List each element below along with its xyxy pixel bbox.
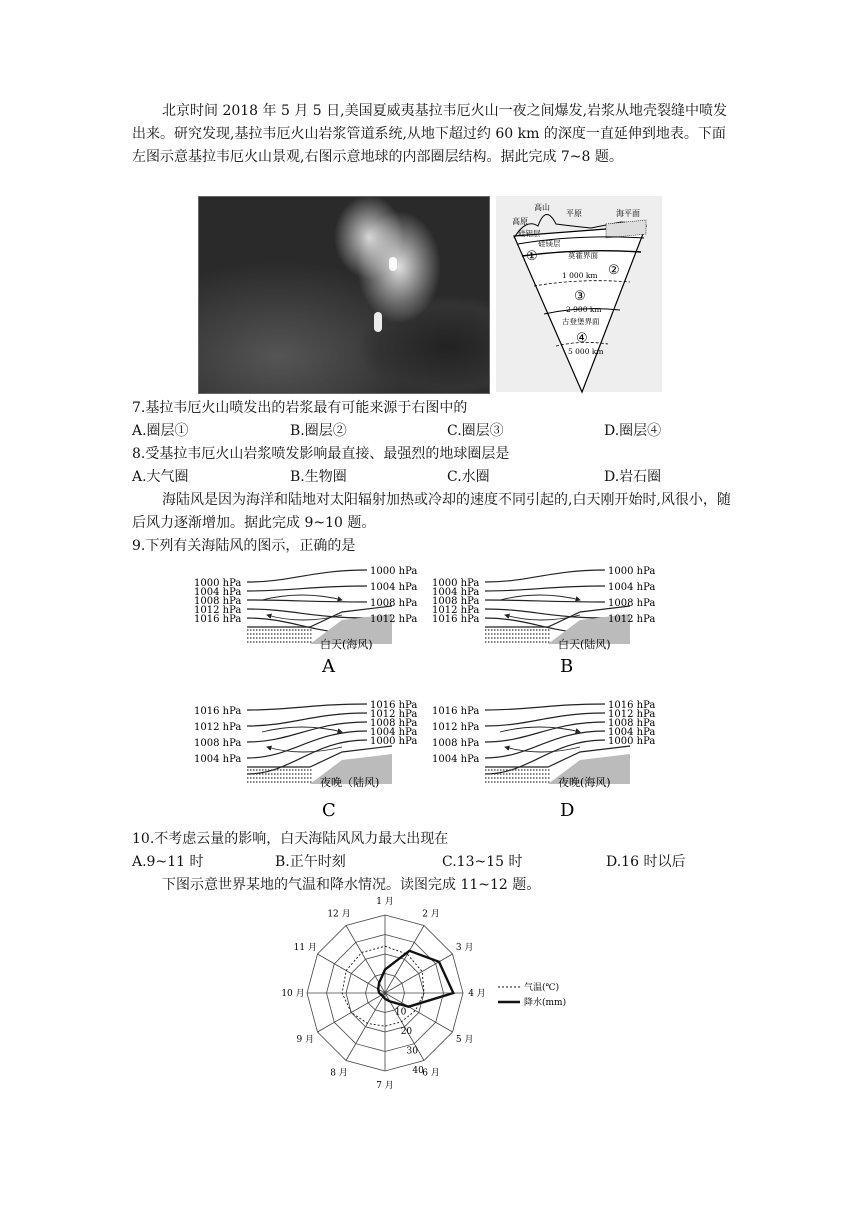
isobar-label-right: 1008 hPa [370,598,418,609]
q7-options [132,420,732,442]
month-label: 9 月 [296,1035,315,1045]
q7-option-b[interactable]: B.圈层② [290,423,347,439]
isobar-label-right: 1008 hPa [608,718,656,729]
temperature-series [342,946,424,1026]
isobar-label-right: 1004 hPa [608,727,656,738]
sea-land-breeze-figure-a [192,560,422,688]
month-label: 7 月 [376,1081,394,1091]
isobar-label-left: 1008 hPa [432,596,480,607]
isobar-label-left: 1012 hPa [432,722,480,733]
isobar-label-right: 1004 hPa [370,582,418,593]
isobar-label-left: 1000 hPa [432,578,480,589]
q7-option-a[interactable]: A.圈层① [132,423,189,439]
isobar-label-left: 1016 hPa [432,706,480,717]
isobar-label-left: 1000 hPa [194,578,242,589]
q8-option-d[interactable]: D.岩石圈 [604,469,662,485]
q8-stem: 8.受基拉韦厄火山岩浆喷发影响最直接、最强烈的地球圈层是 [132,446,510,462]
isobar-label-left: 1004 hPa [432,587,480,598]
legend-precip-label: 降水(mm) [524,998,567,1008]
q10-option-d[interactable]: D.16 时以后 [606,854,686,870]
isobar-label-left: 1004 hPa [194,587,242,598]
isobar-label-left: 1016 hPa [432,614,480,625]
q9-stem: 9.下列有关海陆风的图示，正确的是 [132,538,356,554]
month-label: 12 月 [327,909,351,920]
q10-option-b[interactable]: B.正午时刻 [275,854,346,870]
isobar-label-right: 1004 hPa [608,582,656,593]
isobar-label-left: 1008 hPa [194,596,242,607]
isobar-label-right: 1000 hPa [370,736,418,747]
q8-options [132,466,732,488]
intro-11-12: 下图示意世界某地的气温和降水情况。读图完成 11~12 题。 [162,877,541,893]
isobar-label-left: 1008 hPa [432,738,480,749]
isobar-label-right: 1008 hPa [370,718,418,729]
isobar-label-right: 1012 hPa [370,709,418,720]
label-layer-1: ① [526,249,538,264]
label-plain: 平原 [566,209,582,218]
isobar-label-right: 1012 hPa [608,614,656,625]
month-label: 1 月 [376,897,394,907]
ring-value-label: 20 [400,1027,413,1037]
wind-caption: 白天(陆风) [558,638,611,651]
label-layer-4: ④ [576,331,588,346]
label-plateau: 高原 [512,217,528,226]
radar-spoke [385,926,424,994]
isobar-label-right: 1016 hPa [370,700,418,711]
month-label: 11 月 [293,943,317,953]
month-label: 5 月 [455,1035,474,1045]
isobar-label-left: 1012 hPa [194,605,242,616]
label-1000km: 1 000 km [562,271,598,280]
month-label: 6 月 [422,1068,440,1079]
figure-letter: D [560,800,575,821]
sea-land-breeze-figure-b [430,560,660,688]
month-label: 10 月 [281,989,305,999]
isobar-label-right: 1000 hPa [608,736,656,747]
ring-value-label: 40 [412,1066,424,1076]
isobar-label-left: 1016 hPa [194,614,242,625]
q10-option-c[interactable]: C.13~15 时 [442,854,523,870]
month-label: 3 月 [455,943,474,953]
intro-9-10: 海陆风是因为海洋和陆地对太阳辐射加热或冷却的速度不同引起的,白天刚开始时,风很小，随后风力逐渐增加。据此完成 9~10 题。 [132,492,731,531]
q10-options [132,851,732,873]
month-label: 4 月 [468,989,486,999]
q8-option-c[interactable]: C.水圈 [447,469,490,485]
month-label: 8 月 [330,1068,348,1079]
label-sima: 硅镁层 [538,239,561,248]
figure-letter: B [560,656,574,677]
label-2900km: 2 900 km [566,305,602,314]
climate-radar-chart [270,895,600,1091]
label-5000km: 5 000 km [568,347,604,356]
label-mountain: 高山 [534,203,550,212]
label-sea-level: 海平面 [616,209,640,218]
earth-structure-diagram [496,196,662,392]
isobar-label-left: 1008 hPa [194,738,242,749]
isobar-label-right: 1000 hPa [608,566,656,577]
isobar-label-right: 1008 hPa [608,598,656,609]
ring-value-label: 30 [406,1046,419,1057]
ring-value-label: 10 [394,1007,407,1018]
radar-spoke [346,993,385,1061]
isobar-label-right: 1000 hPa [370,566,418,577]
sea-land-breeze-figure-d [430,692,660,820]
legend-temp-label: 气温(℃) [524,983,560,993]
radar-spoke [318,954,386,993]
q7-option-c[interactable]: C.圈层③ [447,423,504,439]
isobar-label-right: 1004 hPa [370,727,418,738]
q7-option-d[interactable]: D.圈层④ [604,423,662,439]
label-layer-3: ③ [574,289,586,304]
q8-option-a[interactable]: A.大气圈 [132,469,189,485]
volcano-photo [198,196,490,394]
q8-option-b[interactable]: B.生物圈 [290,469,347,485]
radar-spoke [318,993,386,1032]
isobar-label-left: 1004 hPa [194,754,242,765]
wind-caption: 白天(海风) [320,638,373,651]
isobar-label-left: 1012 hPa [194,722,242,733]
isobar-label-left: 1016 hPa [194,706,242,717]
figure-letter: C [322,800,336,821]
label-sial: 硅铝层 [518,229,541,238]
q7-stem: 7.基拉韦厄火山喷发出的岩浆最有可能来源于右图中的 [132,400,468,416]
q10-option-a[interactable]: A.9~11 时 [132,854,204,870]
isobar-label-right: 1016 hPa [608,700,656,711]
figure-letter: A [322,656,335,677]
isobar-label-right: 1012 hPa [608,709,656,720]
label-layer-2: ② [608,263,620,278]
intro-7-8: 北京时间 2018 年 5 月 5 日,美国夏威夷基拉韦厄火山一夜之间爆发,岩浆从地壳裂缝中喷发出来。研究发现,基拉韦厄火山岩浆管道系统,从地下超过约 60 km 的深度一直延伸到地表。下面左图示意基拉韦厄火山景观,右图示意地球的内部圈层结构。据此完成 7~8 题。 [132,103,728,165]
isobar-label-left: 1004 hPa [432,754,480,765]
label-gutenberg: 古登堡界面 [562,317,600,326]
wind-caption: 夜晚（陆风) [320,776,380,789]
isobar-label-left: 1012 hPa [432,605,480,616]
q10-stem: 10.不考虑云量的影响，白天海陆风风力最大出现在 [132,831,449,847]
isobar-label-right: 1012 hPa [370,614,418,625]
radar-spoke [385,954,453,993]
month-label: 2 月 [422,909,440,920]
sea-land-breeze-figure-c [192,692,422,820]
label-moho: 莫霍界面 [568,251,598,260]
wind-caption: 夜晚(海风) [558,776,611,789]
